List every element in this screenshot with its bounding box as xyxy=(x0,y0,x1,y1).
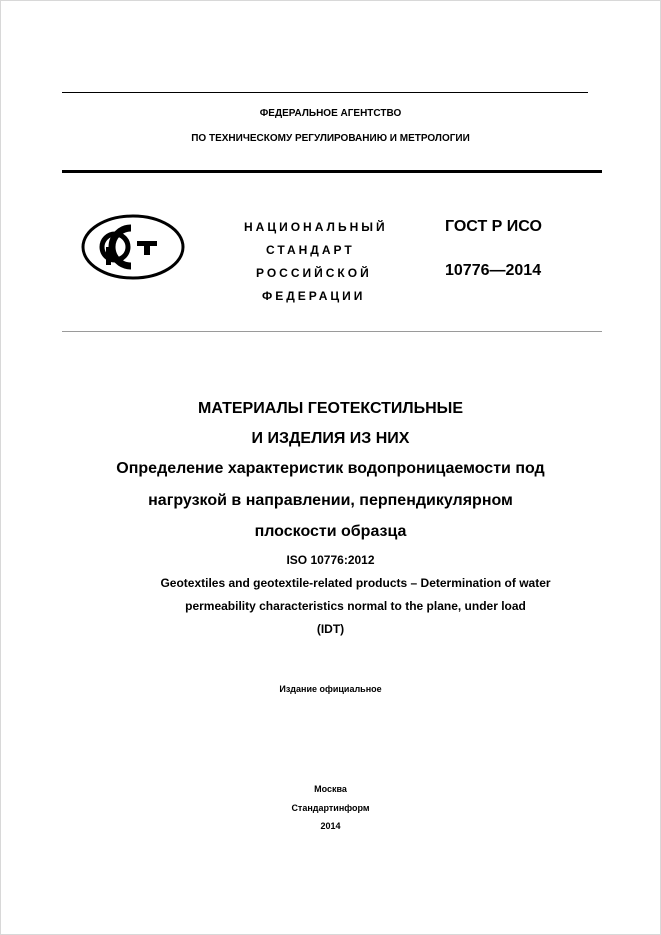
edition-label: Издание официальное xyxy=(279,684,382,694)
iso-number: ISO 10776:2012 xyxy=(286,553,375,567)
title-line-4: нагрузкой в направлении, перпендикулярном xyxy=(148,492,513,509)
standard-type-2: СТАНДАРТ xyxy=(266,243,355,257)
title-line-2: И ИЗДЕЛИЯ ИЗ НИХ xyxy=(251,430,410,447)
title-line-5: плоскости образца xyxy=(254,523,407,540)
agency-line-1: ФЕДЕРАЛЬНОЕ АГЕНТСТВО xyxy=(259,108,402,119)
imprint-year: 2014 xyxy=(320,821,341,831)
title-line-3: Определение характеристик водопроницаемости под xyxy=(116,460,545,477)
agency-line-2: ПО ТЕХНИЧЕСКОМУ РЕГУЛИРОВАНИЮ И МЕТРОЛОГИИ xyxy=(191,133,470,144)
designation-line-2: 10776—2014 xyxy=(445,262,542,279)
idt-label: (IDT) xyxy=(316,622,345,636)
standard-type-3: РОССИЙСКОЙ xyxy=(256,266,372,280)
english-title-line-1: Geotextiles and geotextile-related products – Determination of water xyxy=(160,576,551,590)
standard-type-4: ФЕДЕРАЦИИ xyxy=(262,289,366,303)
top-divider xyxy=(62,92,588,93)
english-title-line-2: permeability characteristics normal to the plane, under load xyxy=(185,599,526,613)
designation-line-1: ГОСТ Р ИСО xyxy=(445,218,542,235)
title-line-1: МАТЕРИАЛЫ ГЕОТЕКСТИЛЬНЫЕ xyxy=(197,400,464,417)
imprint-publisher: Стандартинформ xyxy=(291,803,370,813)
rst-logo xyxy=(81,214,185,280)
imprint-city: Москва xyxy=(314,784,347,794)
thin-divider xyxy=(62,331,602,332)
thick-divider xyxy=(62,170,602,173)
standard-type-1: НАЦИОНАЛЬНЫЙ xyxy=(244,220,388,234)
